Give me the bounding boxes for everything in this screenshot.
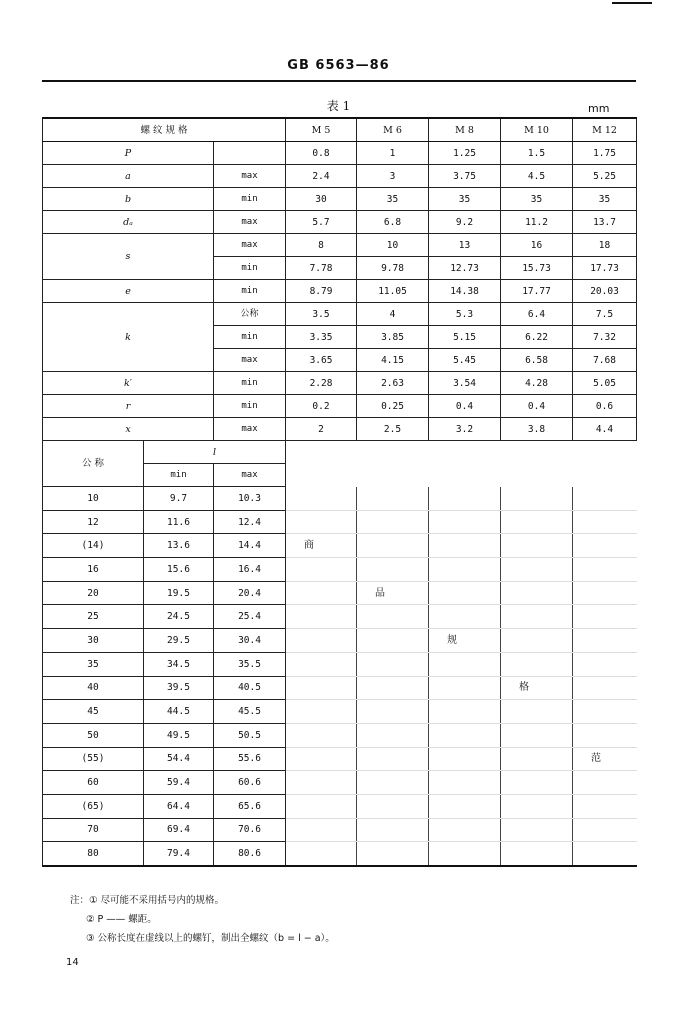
- nominal-length: 20: [43, 581, 144, 605]
- dimension-value: 0.6: [573, 395, 637, 418]
- nominal-length: 16: [43, 558, 144, 582]
- range-cell: [286, 581, 357, 605]
- range-mark: 品: [357, 581, 429, 605]
- dimension-value: 2: [286, 418, 357, 441]
- range-cell: [286, 652, 357, 676]
- dimension-value: 4: [357, 303, 429, 326]
- nominal-length: 40: [43, 676, 144, 700]
- limit-label: min: [214, 372, 286, 395]
- dimension-value: 4.4: [573, 418, 637, 441]
- range-cell: [429, 441, 501, 464]
- nominal-length: 10: [43, 487, 144, 511]
- range-cell: [357, 534, 429, 558]
- limit-label: 公称: [214, 303, 286, 326]
- dimension-value: 0.4: [429, 395, 501, 418]
- dimension-value: 0.2: [286, 395, 357, 418]
- range-cell: [286, 747, 357, 771]
- range-cell: [573, 534, 637, 558]
- dimension-symbol: x: [43, 418, 214, 441]
- range-cell: [357, 676, 429, 700]
- dimension-value: 14.38: [429, 280, 501, 303]
- range-cell: [573, 818, 637, 842]
- length-min: 9.7: [144, 487, 214, 511]
- range-cell: [501, 605, 573, 629]
- nominal-length: 80: [43, 842, 144, 866]
- dimension-symbol: e: [43, 280, 214, 303]
- size-header: M 6: [357, 118, 429, 142]
- length-max: 35.5: [214, 652, 286, 676]
- nominal-length: (65): [43, 794, 144, 818]
- dimension-value: 5.3: [429, 303, 501, 326]
- dimension-value: 2.4: [286, 165, 357, 188]
- range-cell: [501, 794, 573, 818]
- dimension-value: 7.5: [573, 303, 637, 326]
- unit-label: mm: [588, 102, 610, 115]
- length-max: 70.6: [214, 818, 286, 842]
- length-min: 13.6: [144, 534, 214, 558]
- range-cell: [357, 700, 429, 724]
- range-cell: [286, 794, 357, 818]
- range-cell: [286, 629, 357, 653]
- range-cell: [501, 723, 573, 747]
- length-min: 79.4: [144, 842, 214, 866]
- dimension-value: 3.54: [429, 372, 501, 395]
- dimension-value: 35: [573, 188, 637, 211]
- dimension-value: 1.5: [501, 142, 573, 165]
- range-cell: [357, 487, 429, 511]
- range-cell: [573, 441, 637, 464]
- range-cell: [429, 676, 501, 700]
- range-cell: [286, 464, 357, 487]
- range-cell: [501, 510, 573, 534]
- nominal-length: 70: [43, 818, 144, 842]
- length-max: 60.6: [214, 771, 286, 795]
- dimension-value: 3.85: [357, 326, 429, 349]
- dimension-symbol: P: [43, 142, 214, 165]
- range-cell: [429, 842, 501, 866]
- range-cell: [429, 818, 501, 842]
- range-cell: [286, 723, 357, 747]
- length-max: 14.4: [214, 534, 286, 558]
- range-cell: [573, 487, 637, 511]
- range-cell: [286, 842, 357, 866]
- dimension-symbol: b: [43, 188, 214, 211]
- length-min: 11.6: [144, 510, 214, 534]
- dimension-value: 6.4: [501, 303, 573, 326]
- l-header: l: [144, 441, 286, 464]
- dimension-value: 7.32: [573, 326, 637, 349]
- limit-label: min: [214, 326, 286, 349]
- dimension-value: 0.25: [357, 395, 429, 418]
- nominal-length: 60: [43, 771, 144, 795]
- length-max: 45.5: [214, 700, 286, 724]
- range-cell: [429, 558, 501, 582]
- range-cell: [357, 818, 429, 842]
- range-cell: [429, 700, 501, 724]
- range-cell: [286, 700, 357, 724]
- range-cell: [573, 605, 637, 629]
- length-min: 69.4: [144, 818, 214, 842]
- dimension-symbol: a: [43, 165, 214, 188]
- range-cell: [501, 581, 573, 605]
- length-min: 44.5: [144, 700, 214, 724]
- dimension-value: 5.15: [429, 326, 501, 349]
- l-min-header: min: [144, 464, 214, 487]
- range-cell: [357, 842, 429, 866]
- range-cell: [286, 441, 357, 464]
- limit-label: max: [214, 211, 286, 234]
- note-3: ③ 公称长度在虚线以上的螺钉，制出全螺纹（b = l − a）。: [86, 933, 335, 944]
- length-min: 59.4: [144, 771, 214, 795]
- dimension-value: 18: [573, 234, 637, 257]
- dimension-value: 2.5: [357, 418, 429, 441]
- dimension-value: 17.77: [501, 280, 573, 303]
- dimension-value: 16: [501, 234, 573, 257]
- range-cell: [501, 818, 573, 842]
- dimension-value: 2.28: [286, 372, 357, 395]
- range-cell: [501, 464, 573, 487]
- range-cell: [429, 510, 501, 534]
- range-mark: 格: [501, 676, 573, 700]
- range-cell: [573, 581, 637, 605]
- range-cell: [501, 441, 573, 464]
- range-cell: [429, 581, 501, 605]
- dimension-value: 3.75: [429, 165, 501, 188]
- range-cell: [573, 700, 637, 724]
- l-max-header: max: [214, 464, 286, 487]
- limit-label: max: [214, 418, 286, 441]
- length-min: 24.5: [144, 605, 214, 629]
- note-2: ② P —— 螺距。: [86, 914, 157, 925]
- dimension-value: 3.65: [286, 349, 357, 372]
- range-cell: [501, 652, 573, 676]
- range-cell: [357, 464, 429, 487]
- dimension-value: 3.5: [286, 303, 357, 326]
- range-cell: [501, 534, 573, 558]
- range-cell: [357, 605, 429, 629]
- dimension-value: 5.45: [429, 349, 501, 372]
- nominal-length: 25: [43, 605, 144, 629]
- length-min: 29.5: [144, 629, 214, 653]
- dimension-value: 3: [357, 165, 429, 188]
- dimension-value: 3.35: [286, 326, 357, 349]
- range-cell: [286, 510, 357, 534]
- dimension-value: 11.05: [357, 280, 429, 303]
- dimension-value: 5.25: [573, 165, 637, 188]
- length-min: 64.4: [144, 794, 214, 818]
- range-mark: 商: [286, 534, 357, 558]
- dimension-symbol: k: [43, 303, 214, 372]
- dimension-value: 1: [357, 142, 429, 165]
- range-cell: [501, 747, 573, 771]
- dimension-value: 11.2: [501, 211, 573, 234]
- dimension-value: 9.78: [357, 257, 429, 280]
- length-max: 50.5: [214, 723, 286, 747]
- length-max: 65.6: [214, 794, 286, 818]
- dimension-value: 4.5: [501, 165, 573, 188]
- limit-label: min: [214, 395, 286, 418]
- length-min: 15.6: [144, 558, 214, 582]
- dimension-value: 1.25: [429, 142, 501, 165]
- dimension-value: 7.78: [286, 257, 357, 280]
- range-cell: [286, 605, 357, 629]
- dimension-value: 3.8: [501, 418, 573, 441]
- header-rule: [42, 80, 636, 82]
- range-cell: [501, 842, 573, 866]
- range-cell: [501, 771, 573, 795]
- range-cell: [501, 700, 573, 724]
- size-header: M 8: [429, 118, 501, 142]
- dimension-value: 3.2: [429, 418, 501, 441]
- range-cell: [573, 676, 637, 700]
- range-cell: [357, 441, 429, 464]
- range-cell: [573, 558, 637, 582]
- range-cell: [573, 723, 637, 747]
- limit-label: max: [214, 234, 286, 257]
- range-cell: [429, 652, 501, 676]
- dimension-value: 0.8: [286, 142, 357, 165]
- dimension-value: 4.28: [501, 372, 573, 395]
- limit-label: max: [214, 165, 286, 188]
- dimension-value: 1.75: [573, 142, 637, 165]
- footnotes: [70, 891, 335, 948]
- dimension-value: 12.73: [429, 257, 501, 280]
- screw-dimension-table: [42, 117, 637, 867]
- dimension-value: 8.79: [286, 280, 357, 303]
- range-cell: [573, 771, 637, 795]
- dimension-value: 35: [429, 188, 501, 211]
- dimension-value: 20.03: [573, 280, 637, 303]
- corner-rule: [612, 2, 652, 4]
- length-min: 54.4: [144, 747, 214, 771]
- dimension-symbol: r: [43, 395, 214, 418]
- length-max: 10.3: [214, 487, 286, 511]
- range-mark: 规: [429, 629, 501, 653]
- dimension-value: 4.15: [357, 349, 429, 372]
- length-max: 40.5: [214, 676, 286, 700]
- dimension-value: 6.22: [501, 326, 573, 349]
- dimension-value: 17.73: [573, 257, 637, 280]
- nominal-length: 12: [43, 510, 144, 534]
- size-header: M 10: [501, 118, 573, 142]
- range-cell: [357, 558, 429, 582]
- range-cell: [429, 487, 501, 511]
- dimension-value: 13: [429, 234, 501, 257]
- nominal-length-header: 公 称: [43, 441, 144, 487]
- range-cell: [501, 487, 573, 511]
- range-cell: [286, 771, 357, 795]
- dimension-value: 8: [286, 234, 357, 257]
- range-cell: [573, 842, 637, 866]
- nominal-length: 50: [43, 723, 144, 747]
- size-header: M 5: [286, 118, 357, 142]
- limit-label: [214, 142, 286, 165]
- range-cell: [429, 605, 501, 629]
- length-max: 55.6: [214, 747, 286, 771]
- nominal-length: (55): [43, 747, 144, 771]
- limit-label: min: [214, 257, 286, 280]
- dimension-value: 9.2: [429, 211, 501, 234]
- dimension-value: 30: [286, 188, 357, 211]
- length-min: 49.5: [144, 723, 214, 747]
- range-cell: [573, 464, 637, 487]
- range-cell: [286, 676, 357, 700]
- spec-header: 螺 纹 规 格: [43, 118, 286, 142]
- range-mark: 范: [573, 747, 637, 771]
- dimension-symbol: k′: [43, 372, 214, 395]
- length-min: 34.5: [144, 652, 214, 676]
- range-cell: [357, 723, 429, 747]
- dimension-value: 7.68: [573, 349, 637, 372]
- range-cell: [573, 629, 637, 653]
- dimension-symbol: dₐ: [43, 211, 214, 234]
- nominal-length: (14): [43, 534, 144, 558]
- range-cell: [573, 794, 637, 818]
- standard-code: GB 6563—86: [287, 58, 390, 73]
- range-cell: [357, 794, 429, 818]
- range-cell: [573, 652, 637, 676]
- dimension-value: 35: [501, 188, 573, 211]
- length-min: 39.5: [144, 676, 214, 700]
- range-cell: [357, 652, 429, 676]
- range-cell: [357, 771, 429, 795]
- range-cell: [501, 629, 573, 653]
- range-cell: [429, 794, 501, 818]
- dimension-value: 6.8: [357, 211, 429, 234]
- range-cell: [429, 723, 501, 747]
- dimension-symbol: s: [43, 234, 214, 280]
- nominal-length: 35: [43, 652, 144, 676]
- range-cell: [573, 510, 637, 534]
- range-cell: [286, 818, 357, 842]
- length-max: 20.4: [214, 581, 286, 605]
- dimension-value: 5.05: [573, 372, 637, 395]
- dimension-value: 0.4: [501, 395, 573, 418]
- limit-label: max: [214, 349, 286, 372]
- range-cell: [429, 464, 501, 487]
- dimension-value: 5.7: [286, 211, 357, 234]
- dimension-value: 2.63: [357, 372, 429, 395]
- length-max: 25.4: [214, 605, 286, 629]
- range-cell: [501, 558, 573, 582]
- length-min: 19.5: [144, 581, 214, 605]
- range-cell: [286, 487, 357, 511]
- limit-label: min: [214, 280, 286, 303]
- limit-label: min: [214, 188, 286, 211]
- range-cell: [357, 510, 429, 534]
- length-max: 12.4: [214, 510, 286, 534]
- range-cell: [357, 629, 429, 653]
- length-max: 30.4: [214, 629, 286, 653]
- dimension-value: 15.73: [501, 257, 573, 280]
- dimension-value: 35: [357, 188, 429, 211]
- length-max: 16.4: [214, 558, 286, 582]
- dimension-value: 13.7: [573, 211, 637, 234]
- range-cell: [429, 771, 501, 795]
- dimension-value: 10: [357, 234, 429, 257]
- nominal-length: 30: [43, 629, 144, 653]
- range-cell: [429, 747, 501, 771]
- range-cell: [429, 534, 501, 558]
- length-max: 80.6: [214, 842, 286, 866]
- dimension-value: 6.58: [501, 349, 573, 372]
- nominal-length: 45: [43, 700, 144, 724]
- range-cell: [286, 558, 357, 582]
- page-number: 14: [66, 957, 79, 968]
- table-caption: 表 1: [326, 99, 351, 113]
- size-header: M 12: [573, 118, 637, 142]
- note-1: 注：① 尽可能不采用括号内的规格。: [70, 895, 225, 906]
- range-cell: [357, 747, 429, 771]
